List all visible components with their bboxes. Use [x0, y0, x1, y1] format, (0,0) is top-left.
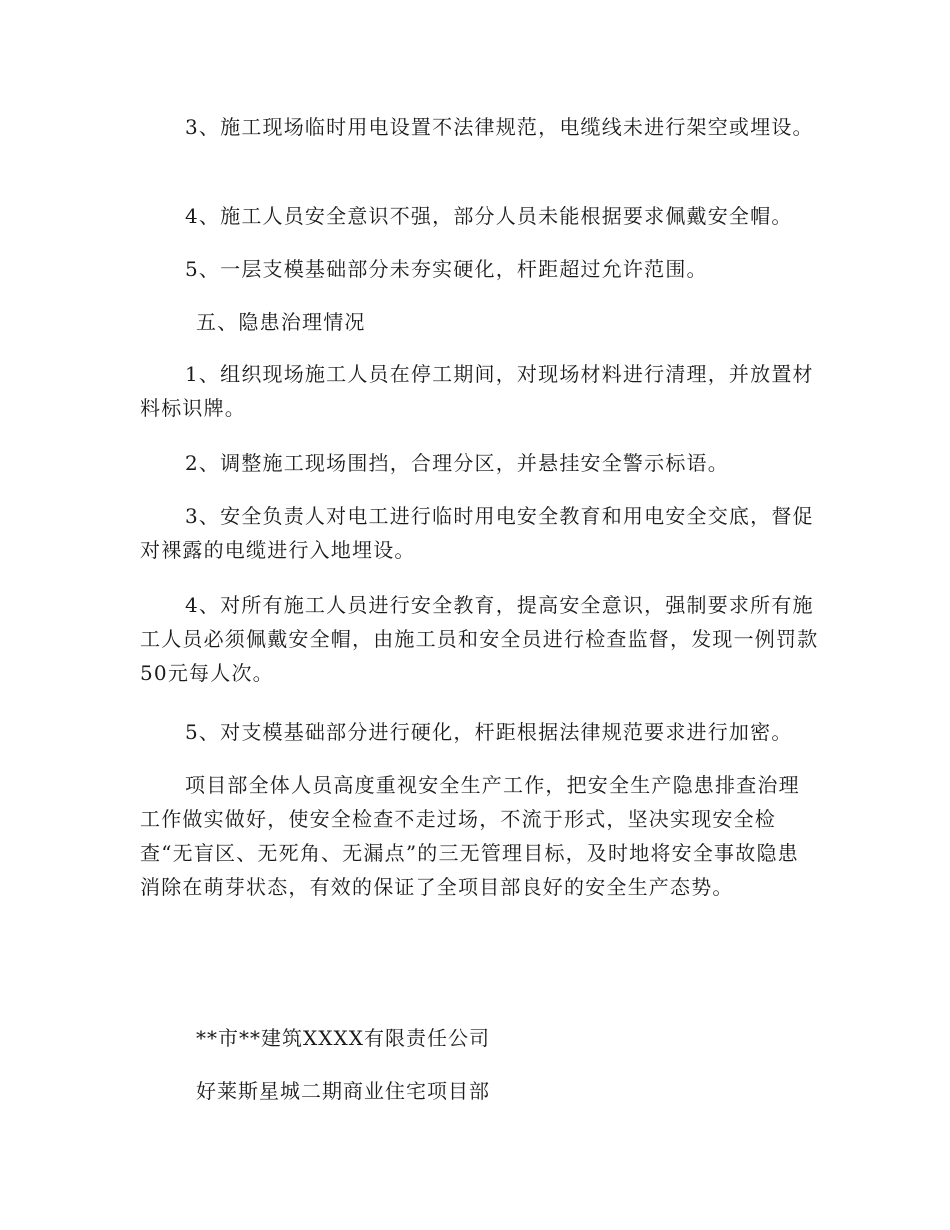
paragraph-fix-1: 1、组织现场施工人员在停工期间，对现场材料进行清理，并放置材料标识牌。: [140, 362, 814, 420]
signature-project: 好莱斯星城二期商业住宅项目部: [196, 1079, 490, 1103]
paragraph-fix-3: 3、安全负责人对电工进行临时用电安全教育和用电安全交底，督促对裸露的电缆进行入地埋设。: [140, 504, 814, 562]
paragraph-fix-2: 2、调整施工现场围挡，合理分区，并悬挂安全警示标语。: [185, 451, 729, 475]
paragraph-issue-5: 5、一层支模基础部分未夯实硬化，杆距超过允许范围。: [185, 257, 708, 281]
paragraph-summary: 项目部全体人员高度重视安全生产工作，把安全生产隐患排查治理工作做实做好，使安全检查不走过场，不流于形式，坚决实现安全检查“无盲区、无死角、无漏点”的三无管理目标，及时地将安全事故隐患消除在萌芽状态，有效的保证了全项目部良好的安全生产态势。: [140, 773, 800, 899]
paragraph-issue-3: 3、施工现场临时用电设置不法律规范，电缆线未进行架空或埋设。: [185, 115, 814, 139]
paragraph-fix-5: 5、对支模基础部分进行硬化，杆距根据法律规范要求进行加密。: [185, 720, 793, 744]
signature-company: **市**建筑XXXX有限责任公司: [196, 1026, 490, 1050]
paragraph-issue-4: 4、施工人员安全意识不强，部分人员未能根据要求佩戴安全帽。: [185, 204, 793, 228]
paragraph-fix-4: 4、对所有施工人员进行安全教育，提高安全意识，强制要求所有施工人员必须佩戴安全帽，由施工员和安全员进行检查监督，发现一例罚款50元每人次。: [140, 593, 819, 685]
section-heading: 五、隐患治理情况: [196, 310, 366, 334]
